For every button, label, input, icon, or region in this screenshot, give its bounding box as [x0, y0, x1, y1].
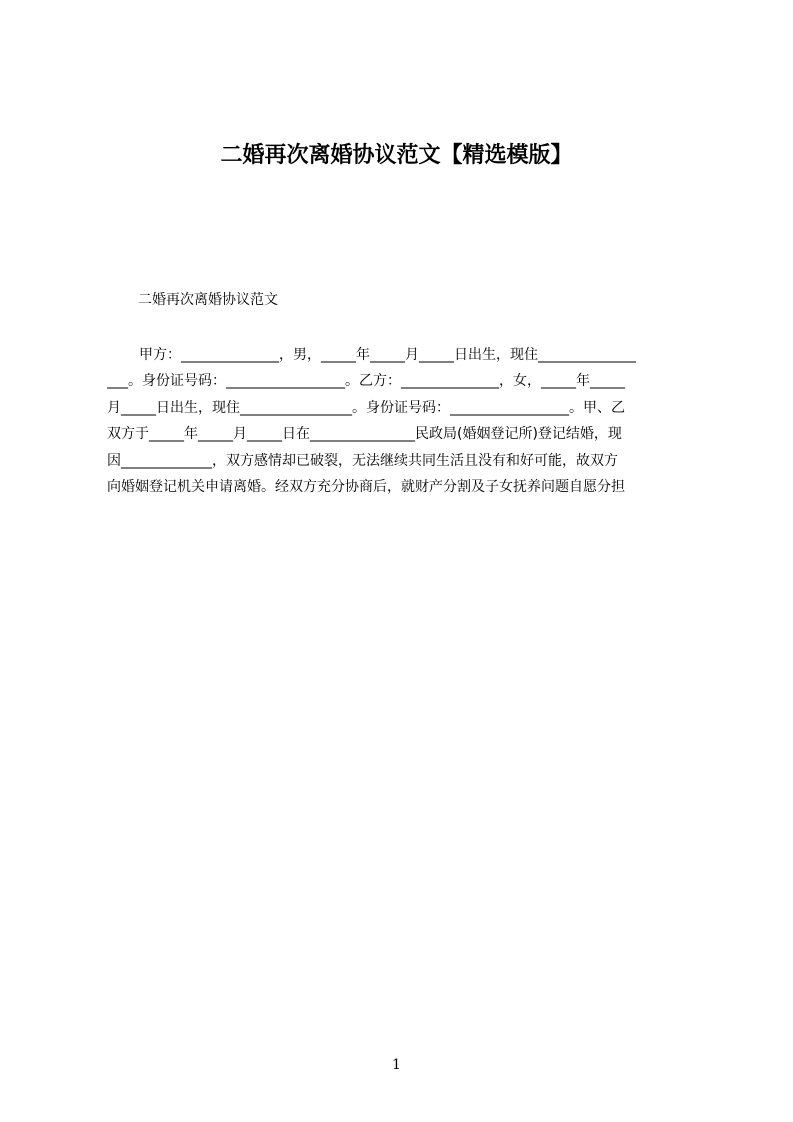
page-number: 1: [392, 1057, 401, 1073]
agreement-paragraph: [107, 342, 692, 500]
paragraph-line: 双方于_____年_____月_____日在_______________民政局(婚姻登记所)登记结婚，现: [107, 426, 622, 443]
paragraph-line: 月_____日出生，现住________________。身份证号码：_________________。甲、乙: [107, 399, 625, 416]
paragraph-line: 向婚姻登记机关申请离婚。经双方充分协商后，就财产分割及子女抚养问题自愿分担: [107, 478, 625, 495]
section-heading: 二婚再次离婚协议范文: [138, 292, 278, 308]
document-title: 二婚再次离婚协议范文【精选模版】: [220, 143, 573, 168]
paragraph-line: 甲方：______________，男，_____年_____月_____日出生，现住______________: [139, 347, 636, 363]
paragraph-line: 因_____________，双方感情却已破裂，无法继续共同生活且没有和好可能，故双方: [107, 452, 618, 469]
paragraph-line: ___。身份证号码：_________________。乙方：______________，女，_____年_____: [107, 373, 625, 390]
